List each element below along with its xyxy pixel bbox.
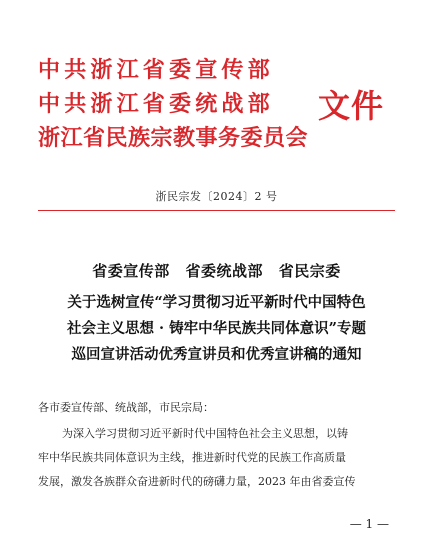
document-number: 浙民宗发〔2024〕2 号 <box>155 190 278 203</box>
page-number: — 1 — <box>349 517 389 531</box>
notice-title-line: 社会主义思想 · 铸牢中华民族共同体意识”专题 <box>67 320 366 337</box>
issuer-propaganda-department: 中共浙江省委宣传部 <box>38 57 274 83</box>
notice-title-line: 关于选树宣传“学习贯彻习近平新时代中国特色 <box>67 294 366 311</box>
issuer-ethnic-religious-commission: 浙江省民族宗教事务委员会 <box>38 125 309 151</box>
red-divider-line <box>38 210 395 211</box>
body-text-line: 为深入学习贯彻习近平新时代中国特色社会主义思想，以铸 <box>62 427 348 440</box>
document-type-label: 文件 <box>318 87 385 125</box>
notice-title-line: 巡回宣讲活动优秀宣讲员和优秀宣讲稿的通知 <box>71 346 362 363</box>
issuer-united-front-department: 中共浙江省委统战部 <box>38 91 274 117</box>
body-text-line: 发展，激发各族群众奋进新时代的磅礴力量，2023 年由省委宣传 <box>38 475 356 488</box>
salutation: 各市委宣传部、统战部，市民宗局： <box>38 401 214 414</box>
body-text-line: 牢中华民族共同体意识为主线，推进新时代党的民族工作高质量 <box>38 451 346 464</box>
issuing-departments: 省委宣传部 省委统战部 省民宗委 <box>92 262 341 280</box>
